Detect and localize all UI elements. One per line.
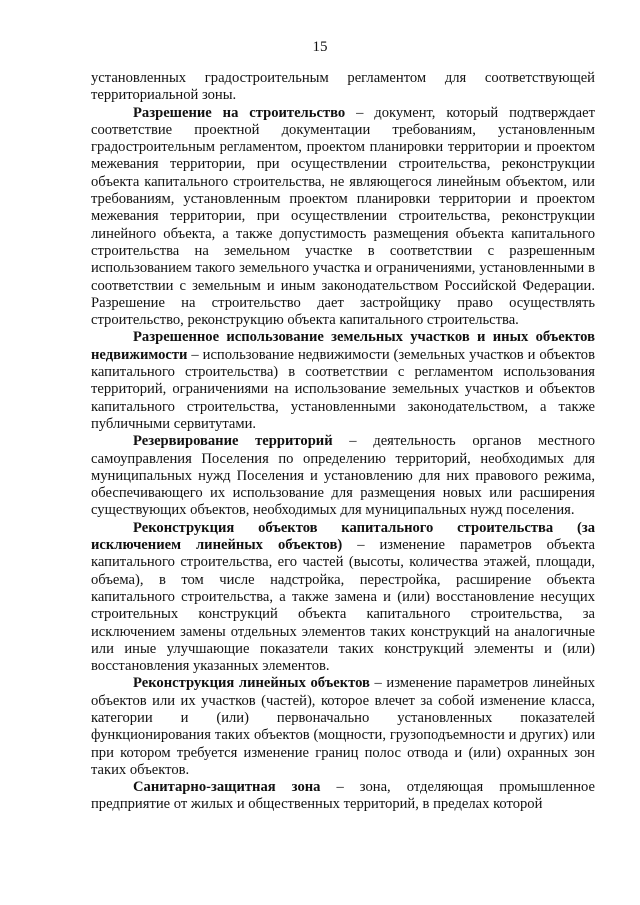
page-number: 15 (312, 39, 328, 55)
definition-term: Реконструкция линейных объектов (133, 675, 370, 692)
definition-term: Реконструкция объектов капитального строительства (за исключением линейных объектов) (91, 519, 595, 554)
definition-reconstruction-linear (91, 675, 595, 779)
definition-sanitary-zone (91, 779, 595, 814)
definition-text: – деятельность органов местного самоуправления Поселения по определению территорий, необходимых для муниципальных нужд Поселения и установлению для них правового режима, обеспечивающего их использование для размещения новых или расширения существующих объектов, необходимых для муниципальных нужд поселения. (91, 433, 595, 519)
definition-permitted-use (91, 329, 595, 433)
definition-reconstruction-capital (91, 520, 595, 676)
definition-text: – зона, отделяющая промышленное предприятие от жилых и общественных территорий, в пределах которой (91, 779, 595, 813)
definition-text: – документ, который подтверждает соответствие проектной документации требованиям, установленным градостроительным регламентом, проектом планировки территории и проектом межевания территории, при осуществлении строительства, реконструкции объекта капитального строительства, не являющегося линейным объектом, или требованиям, установленным проектом планировки территории и проектом межевания территории, при осуществлении строительства, реконструкции линейного объекта, а также допустимость размещения объекта капитального строительства на земельном участке в соответствии с разрешенным использованием такого земельного участка и ограничениями, установленными в соответствии с земельным и иным законодательством Российской Федерации. Разрешение на строительство дает застройщику право осуществлять строительство, реконструкцию объекта капитального строительства. (91, 104, 595, 329)
definition-term: Разрешенное использование земельных участков и иных объектов недвижимости (91, 329, 595, 363)
paragraph-text: установленных градостроительным регламентом для соответствующей территориальной зоны. (91, 70, 595, 104)
definition-term: Резервирование территорий (133, 433, 333, 450)
definition-building-permit (91, 105, 595, 330)
definition-term: Разрешение на строительство (133, 104, 346, 121)
definition-territory-reservation (91, 433, 595, 519)
definition-text: – использование недвижимости (земельных участков и объектов капитального строительства) в соответствии с регламентом использования территорий, ограничениями на использование земельных участков и объектов капитального строительства, установленными законодательством, а также публичными сервитутами. (91, 346, 595, 432)
paragraph-continuation (91, 70, 595, 105)
definition-term: Санитарно-защитная зона (133, 779, 321, 796)
document-body (91, 70, 595, 814)
definition-text: – изменение параметров линейных объектов или их участков (частей), которое влечет за собой изменение класса, категории и (или) первоначально установленных показателей функционирования таких объектов (мощности, грузоподъемности и других) или при котором требуется изменение границ полос отвода и (или) охранных зон таких объектов. (91, 675, 595, 778)
definition-text: – изменение параметров объекта капитального строительства, его частей (высоты, количества этажей, площади, объема), в том числе надстройка, перестройка, расширение объекта капитального строительства, а также замена и (или) восстановление несущих строительных конструкций объекта капитального строительства, за исключением замены отдельных элементов таких конструкций на аналогичные или иные улучшающие показатели таких конструкций элементы и (или) восстановления указанных элементов. (91, 537, 595, 675)
